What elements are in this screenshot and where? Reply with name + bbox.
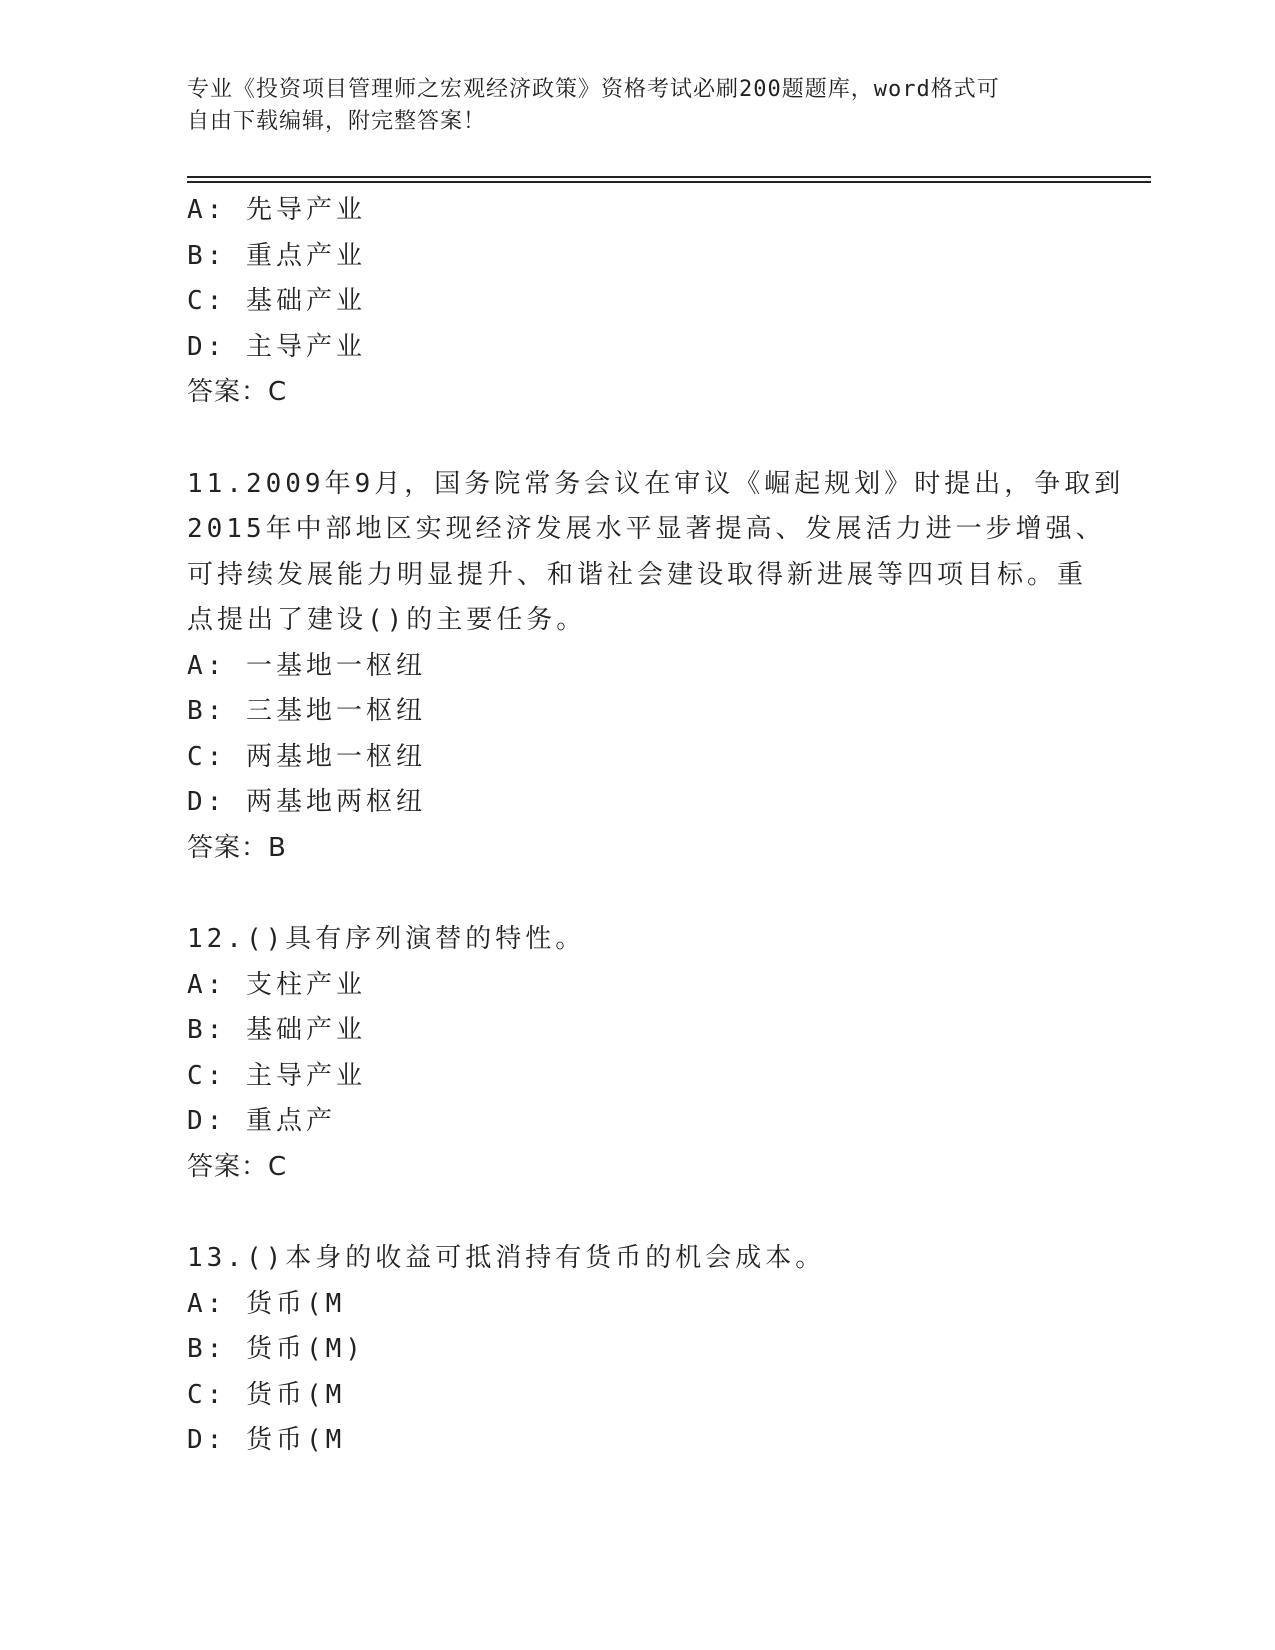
answer: 答案：C — [187, 1151, 288, 1182]
option-c: C: 货币(M — [187, 1379, 346, 1410]
option-c: C: 主导产业 — [187, 1060, 366, 1091]
question-10 — [187, 188, 1087, 416]
question-stem-line: 可持续发展能力明显提升、和谐社会建设取得新进展等四项目标。重 — [187, 559, 1088, 590]
option-b: B: 三基地一枢纽 — [187, 696, 426, 726]
header-rule-top — [187, 176, 1151, 178]
question-stem-line: 点提出了建设()的主要任务。 — [187, 605, 587, 635]
spacer — [187, 416, 1087, 462]
option-a: A: 货币(M — [187, 1288, 346, 1319]
option-d: D: 重点产 — [187, 1106, 336, 1136]
question-stem-line: 12.()具有序列演替的特性。 — [187, 924, 586, 954]
document-header — [187, 74, 1087, 138]
header-line-2: 自由下载编辑，附完整答案！ — [187, 109, 487, 134]
question-stem-line: 2015年中部地区实现经济发展水平显著提高、发展活力进一步增强、 — [187, 514, 1106, 544]
document-body — [187, 188, 1125, 1464]
option-d: D: 两基地两枢纽 — [187, 787, 426, 817]
option-d: D: 主导产业 — [187, 331, 366, 362]
option-a: A: 先导产业 — [187, 195, 366, 225]
option-b: B: 货币(M) — [187, 1334, 365, 1364]
option-c: C: 基础产业 — [187, 286, 366, 316]
header-line-1: 专业《投资项目管理师之宏观经济政策》资格考试必刷200题题库，word格式可 — [187, 77, 1000, 102]
option-c: C: 两基地一枢纽 — [187, 741, 426, 772]
question-stem-line: 11.2009年9月，国务院常务会议在审议《崛起规划》时提出，争取到 — [187, 468, 1125, 499]
option-b: B: 重点产业 — [187, 240, 366, 271]
question-13 — [187, 1236, 1087, 1464]
option-a: A: 一基地一枢纽 — [187, 650, 426, 681]
question-12 — [187, 917, 1087, 1190]
answer: 答案：B — [187, 832, 287, 863]
answer: 答案：C — [187, 377, 288, 407]
header-rule-bottom — [187, 181, 1151, 183]
question-11 — [187, 462, 1125, 872]
option-d: D: 货币(M — [187, 1425, 346, 1455]
spacer — [187, 871, 1087, 917]
spacer — [187, 1190, 1087, 1236]
option-b: B: 基础产业 — [187, 1015, 366, 1045]
question-stem-line: 13.()本身的收益可抵消持有货币的机会成本。 — [187, 1243, 826, 1273]
option-a: A: 支柱产业 — [187, 969, 366, 1000]
